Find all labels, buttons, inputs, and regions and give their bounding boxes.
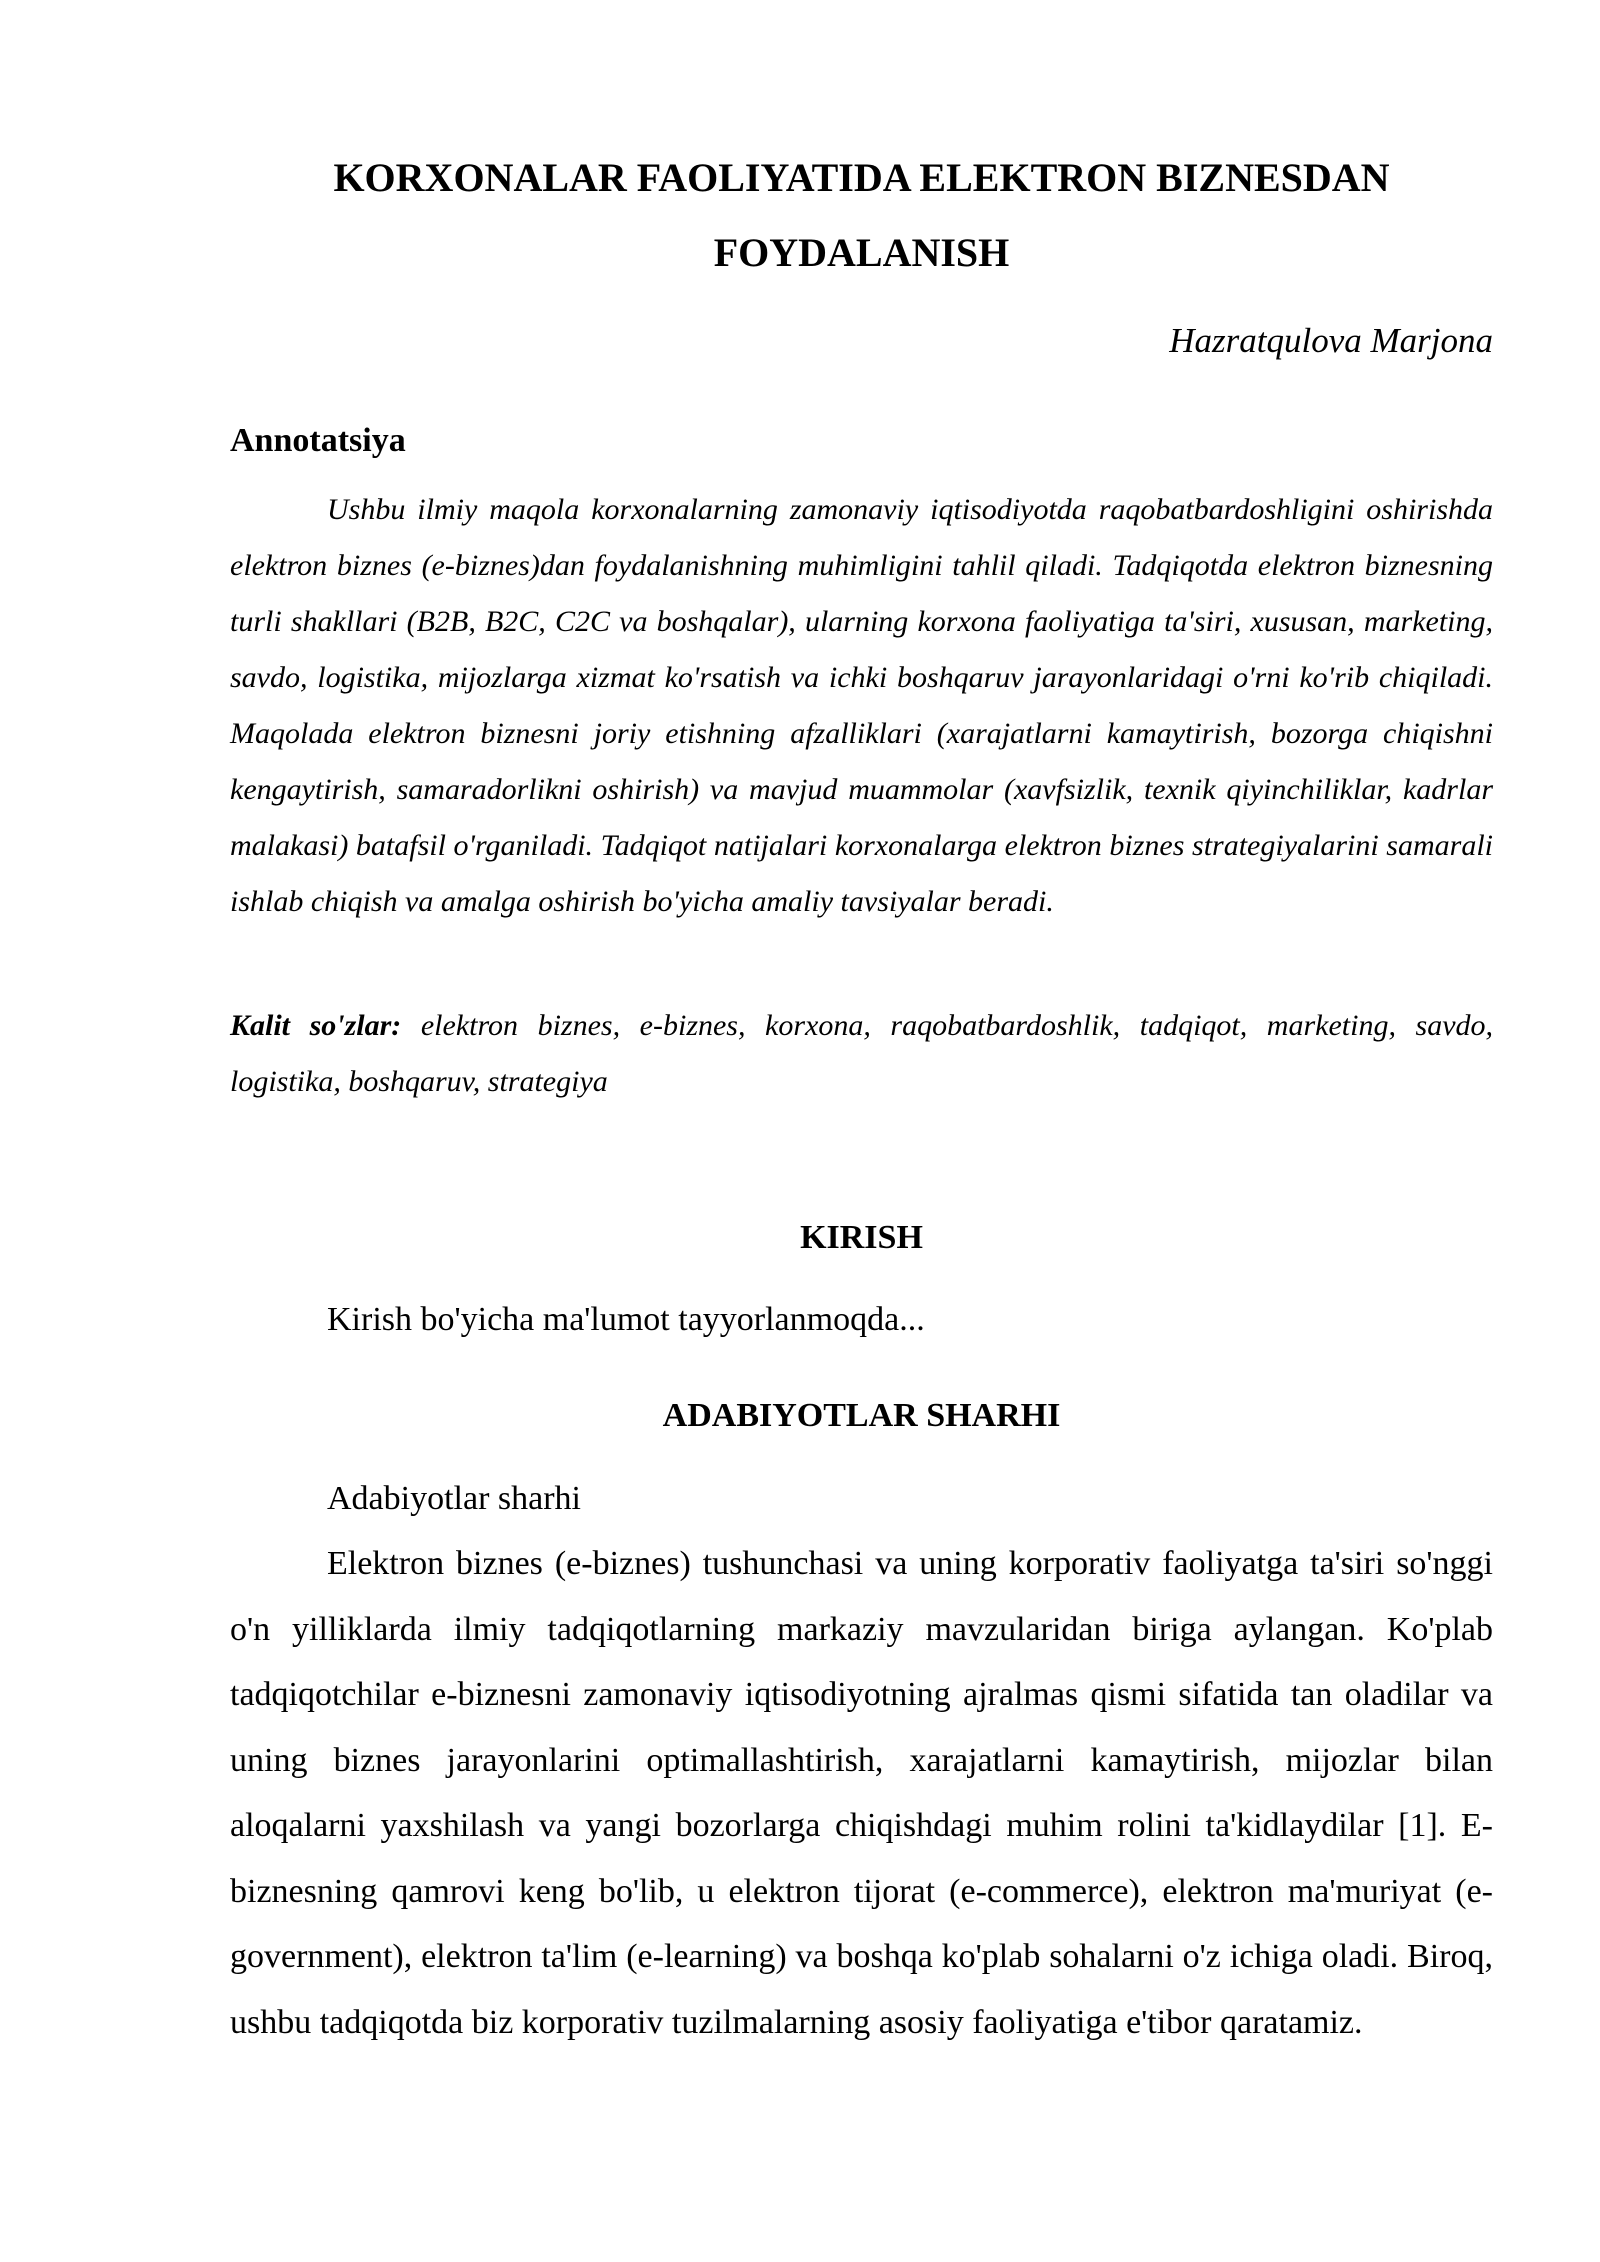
keywords-text: elektron biznes, e-biznes, korxona, raqobatbardoshlik, tadqiqot, marketing, savdo, logistika, boshqaruv, strategiya: [230, 1009, 1494, 1098]
literature-review-heading: ADABIYOTLAR SHARHI: [662, 1397, 1061, 1434]
literature-review-subheading: Adabiyotlar sharhi: [327, 1480, 581, 1517]
keywords-paragraph: [230, 998, 1493, 1110]
annotation-text: Ushbu ilmiy maqola korxonalarning zamonaviy iqtisodiyotda raqobatbardoshligini oshirishda elektron biznes (e-biznes)dan foydalanishning muhimligini tahlil qiladi. Tadqiqotda elektron biznesning turli shakllari (B2B, B2C, C2C va boshqalar), ularning korxona faoliyatiga ta'siri, xususan, marketing, savdo, logistika, mijozlarga xizmat ko'rsatish va ichki boshqaruv jarayonlaridagi o'rni ko'rib chiqiladi. Maqolada elektron biznesni joriy etishning afzalliklari (xarajatlarni kamaytirish, bozorga chiqishni kengaytirish, samaradorlikni oshirish) va mavjud muammolar (xavfsizlik, texnik qiyinchiliklar, kadrlar malakasi) batafsil o'rganiladi. Tadqiqot natijalari korxonalarga elektron biznes strategiyalarini samarali ishlab chiqish va amalga oshirish bo'yicha amaliy tavsiyalar beradi.: [230, 493, 1493, 918]
literature-review-text: Elektron biznes (e-biznes) tushunchasi va uning korporativ faoliyatga ta'siri so'nggi o'n yilliklarda ilmiy tadqiqotlarning markaziy mavzularidan biriga aylangan. Ko'plab tadqiqotchilar e-biznesni zamonaviy iqtisodiyotning ajralmas qismi sifatida tan oladilar va uning biznes jarayonlarini optimallashtirish, xarajatlarni kamaytirish, mijozlar bilan aloqalarni yaxshilash va yangi bozorlarga chiqishdagi muhim rolini ta'kidlaydilar [1]. E-biznesning qamrovi keng bo'lib, u elektron tijorat (e-commerce), elektron ma'muriyat (e-government), elektron ta'lim (e-learning) va boshqa ko'plab sohalarni o'z ichiga oladi. Biroq, ushbu tadqiqotda biz korporativ tuzilmalarning asosiy faoliyatiga e'tibor qaratamiz.: [230, 1545, 1493, 2041]
annotation-heading: Annotatsiya: [230, 422, 406, 459]
introduction-heading: KIRISH: [800, 1219, 923, 1256]
article-title: KORXONALAR FAOLIYATIDA ELEKTRON BIZNESDAN FOYDALANISH: [333, 155, 1390, 275]
introduction-text: Kirish bo'yicha ma'lumot tayyorlanmoqda...: [327, 1301, 925, 1338]
keywords-label: Kalit so'zlar:: [230, 1009, 402, 1042]
author-name: Hazratqulova Marjona: [1169, 321, 1493, 360]
